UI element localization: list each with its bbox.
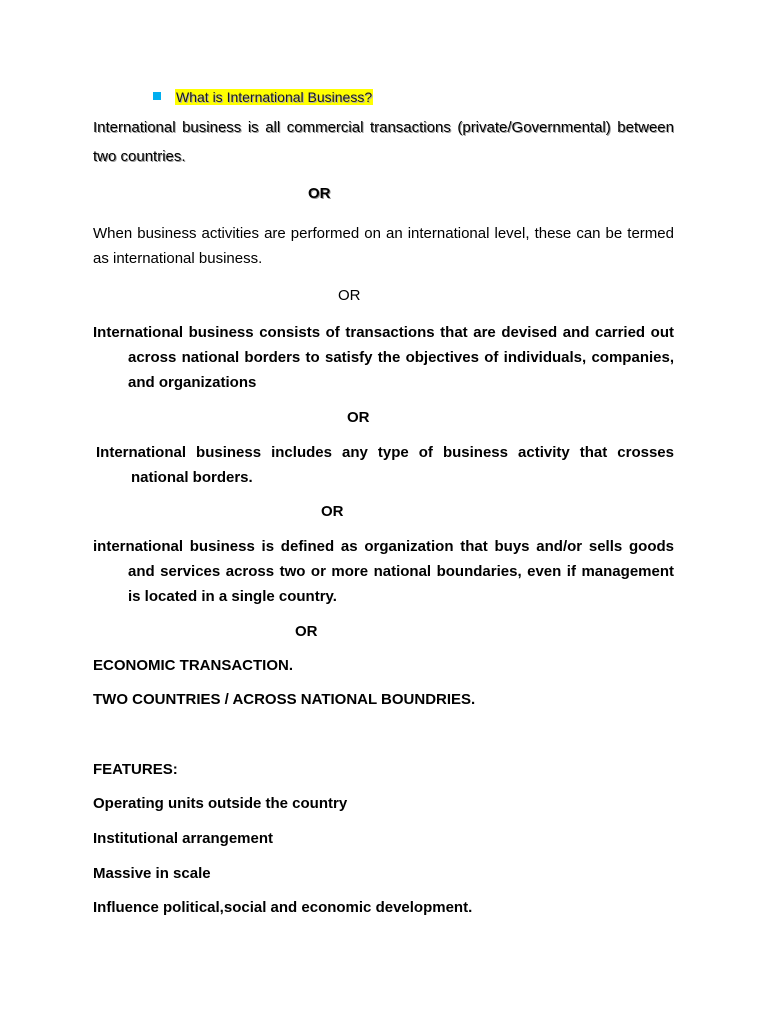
feature-item-4: Influence political,social and economic development. <box>93 899 473 916</box>
heading-text: What is International Business? <box>176 89 373 105</box>
or-separator-3: OR <box>347 409 370 426</box>
definition-3: International business consists of transactions that are devised and carried out across national borders to satisfy the objectives of individuals, companies, and organizations <box>93 324 674 391</box>
feature-item-1: Operating units outside the country <box>93 795 348 812</box>
definition-1: International business is all commercial transactions (private/Governmental) between two countries. <box>93 119 674 165</box>
or-separator-1: OR <box>308 185 331 202</box>
or-separator-5: OR <box>295 623 318 640</box>
definition-5: international business is defined as organization that buys and/or sells goods and services across two or more national boundaries, even if management is located in a single country. <box>93 538 674 605</box>
summary-line-2: TWO COUNTRIES / ACROSS NATIONAL BOUNDRIES. <box>93 691 476 708</box>
or-separator-2: OR <box>338 287 361 304</box>
definition-2: When business activities are performed on an international level, these can be termed as international business. <box>93 225 674 267</box>
summary-line-1: ECONOMIC TRANSACTION. <box>93 657 293 674</box>
section-heading <box>153 86 373 108</box>
feature-item-3: Massive in scale <box>93 865 211 882</box>
definition-4: International business includes any type of business activity that crosses national borders. <box>96 444 674 486</box>
or-separator-4: OR <box>321 503 344 520</box>
feature-item-2: Institutional arrangement <box>93 830 274 847</box>
square-bullet-icon <box>153 92 161 100</box>
features-title: FEATURES: <box>93 761 178 778</box>
